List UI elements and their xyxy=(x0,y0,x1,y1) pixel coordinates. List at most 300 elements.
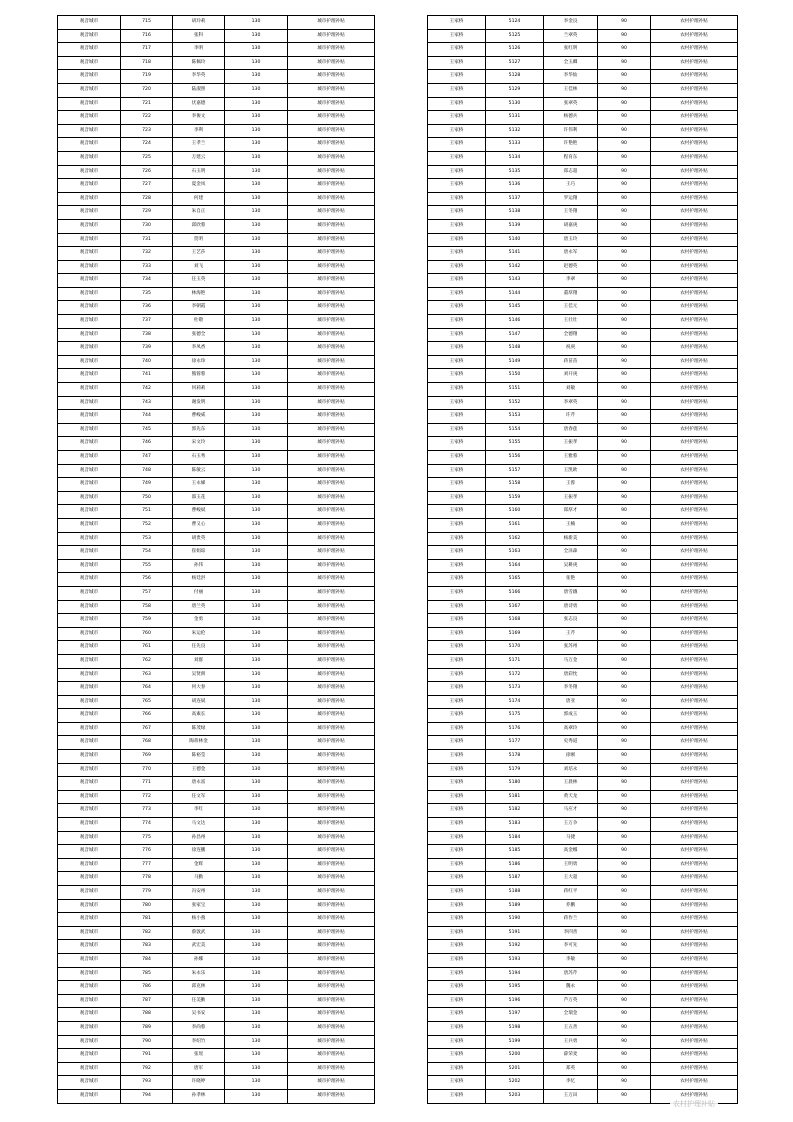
index-cell: 5202 xyxy=(486,1076,544,1090)
index-cell: 5166 xyxy=(486,586,544,600)
name-cell: 王雅蓉 xyxy=(544,451,598,465)
district-cell: 王家桥 xyxy=(428,328,486,342)
amount-cell: 90 xyxy=(598,559,651,573)
district-cell: 观音城市 xyxy=(58,301,121,315)
subsidy-type-cell: 城市护理补贴 xyxy=(288,464,375,478)
name-cell: 林海艳 xyxy=(173,287,225,301)
name-cell: 张德全 xyxy=(173,328,225,342)
district-cell: 王家桥 xyxy=(428,43,486,57)
index-cell: 5124 xyxy=(486,16,544,30)
amount-cell: 130 xyxy=(225,505,288,519)
index-cell: 782 xyxy=(121,926,173,940)
subsidy-type-cell: 城市护理补贴 xyxy=(288,586,375,600)
amount-cell: 90 xyxy=(598,600,651,614)
name-cell: 杨新美 xyxy=(544,532,598,546)
index-cell: 715 xyxy=(121,16,173,30)
amount-cell: 90 xyxy=(598,872,651,886)
amount-cell: 90 xyxy=(598,668,651,682)
subsidy-type-cell: 农村护理补贴 xyxy=(651,1008,738,1022)
district-cell: 王家桥 xyxy=(428,247,486,261)
table-row xyxy=(428,151,738,165)
name-cell: 陈裕莹 xyxy=(173,750,225,764)
index-cell: 743 xyxy=(121,396,173,410)
index-cell: 5130 xyxy=(486,97,544,111)
district-cell: 观音城市 xyxy=(58,151,121,165)
district-cell: 王家桥 xyxy=(428,505,486,519)
subsidy-type-cell: 农村护理补贴 xyxy=(651,16,738,30)
amount-cell: 130 xyxy=(225,586,288,600)
subsidy-type-cell: 农村护理补贴 xyxy=(651,369,738,383)
index-cell: 5163 xyxy=(486,546,544,560)
amount-cell: 90 xyxy=(598,722,651,736)
name-cell: 陈茂绿 xyxy=(173,722,225,736)
subsidy-type-cell: 农村护理补贴 xyxy=(651,287,738,301)
index-cell: 5141 xyxy=(486,247,544,261)
amount-cell: 90 xyxy=(598,83,651,97)
table-row xyxy=(58,315,375,329)
index-cell: 761 xyxy=(121,641,173,655)
index-cell: 786 xyxy=(121,981,173,995)
index-cell: 722 xyxy=(121,111,173,125)
amount-cell: 130 xyxy=(225,1062,288,1076)
amount-cell: 90 xyxy=(598,940,651,954)
district-cell: 观音城市 xyxy=(58,926,121,940)
district-cell: 王家桥 xyxy=(428,872,486,886)
name-cell: 邵玉花 xyxy=(173,491,225,505)
table-row xyxy=(428,546,738,560)
table-row xyxy=(428,328,738,342)
name-cell: 孙娜 xyxy=(173,953,225,967)
table-row xyxy=(428,668,738,682)
subsidy-type-cell: 农村护理补贴 xyxy=(651,926,738,940)
name-cell: 魏永 xyxy=(544,981,598,995)
index-cell: 5142 xyxy=(486,260,544,274)
table-row xyxy=(428,777,738,791)
name-cell: 李华英 xyxy=(173,70,225,84)
index-cell: 747 xyxy=(121,451,173,465)
name-cell: 石玉秀 xyxy=(173,451,225,465)
amount-cell: 130 xyxy=(225,97,288,111)
name-cell: 胡连斌 xyxy=(173,695,225,709)
district-cell: 王家桥 xyxy=(428,858,486,872)
table-row xyxy=(428,926,738,940)
amount-cell: 130 xyxy=(225,940,288,954)
subsidy-type-cell: 农村护理补贴 xyxy=(651,736,738,750)
name-cell: 贺明 xyxy=(173,233,225,247)
index-cell: 5183 xyxy=(486,818,544,832)
name-cell: 李华仙 xyxy=(544,70,598,84)
table-row xyxy=(428,804,738,818)
index-cell: 740 xyxy=(121,355,173,369)
amount-cell: 130 xyxy=(225,627,288,641)
table-row xyxy=(58,899,375,913)
subsidy-type-cell: 农村护理补贴 xyxy=(651,56,738,70)
table-row xyxy=(58,518,375,532)
subsidy-type-cell: 农村护理补贴 xyxy=(651,682,738,696)
table-row xyxy=(428,355,738,369)
table-row xyxy=(428,886,738,900)
table-row xyxy=(428,1021,738,1035)
name-cell: 崔娟琼 xyxy=(173,546,225,560)
subsidy-type-cell: 城市护理补贴 xyxy=(288,179,375,193)
index-cell: 757 xyxy=(121,586,173,600)
name-cell: 李四善 xyxy=(544,926,598,940)
name-cell: 李绍竹 xyxy=(173,1035,225,1049)
table-row xyxy=(428,845,738,859)
name-cell: 唐永富 xyxy=(173,777,225,791)
amount-cell: 90 xyxy=(598,953,651,967)
subsidy-type-cell: 城市护理补贴 xyxy=(288,1008,375,1022)
subsidy-type-cell: 城市护理补贴 xyxy=(288,981,375,995)
amount-cell: 130 xyxy=(225,573,288,587)
subsidy-type-cell: 城市护理补贴 xyxy=(288,953,375,967)
amount-cell: 90 xyxy=(598,1008,651,1022)
district-cell: 观音城市 xyxy=(58,1089,121,1103)
subsidy-type-cell: 农村护理补贴 xyxy=(651,410,738,424)
district-cell: 观音城市 xyxy=(58,192,121,206)
index-cell: 5151 xyxy=(486,383,544,397)
subsidy-type-cell: 城市护理补贴 xyxy=(288,790,375,804)
index-cell: 737 xyxy=(121,315,173,329)
index-cell: 744 xyxy=(121,410,173,424)
amount-cell: 130 xyxy=(225,682,288,696)
district-cell: 观音城市 xyxy=(58,247,121,261)
name-cell: 王壮壮 xyxy=(544,315,598,329)
subsidy-type-cell: 农村护理补贴 xyxy=(651,233,738,247)
table-row xyxy=(58,505,375,519)
index-cell: 5192 xyxy=(486,940,544,954)
amount-cell: 130 xyxy=(225,369,288,383)
name-cell: 马勤 xyxy=(173,872,225,886)
subsidy-type-cell: 城市护理补贴 xyxy=(288,16,375,30)
subsidy-type-cell: 城市护理补贴 xyxy=(288,206,375,220)
amount-cell: 90 xyxy=(598,423,651,437)
name-cell: 王佳元 xyxy=(544,301,598,315)
district-cell: 观音城市 xyxy=(58,736,121,750)
amount-cell: 90 xyxy=(598,532,651,546)
subsidy-type-cell: 城市护理补贴 xyxy=(288,260,375,274)
table-row xyxy=(58,29,375,43)
name-cell: 郭成玉 xyxy=(544,709,598,723)
index-cell: 5160 xyxy=(486,505,544,519)
index-cell: 5174 xyxy=(486,695,544,709)
subsidy-type-cell: 城市护理补贴 xyxy=(288,1062,375,1076)
amount-cell: 130 xyxy=(225,315,288,329)
name-cell: 付丽 xyxy=(173,586,225,600)
table-row xyxy=(58,1089,375,1103)
index-cell: 727 xyxy=(121,179,173,193)
amount-cell: 90 xyxy=(598,845,651,859)
name-cell: 唐玉玲 xyxy=(544,233,598,247)
amount-cell: 130 xyxy=(225,790,288,804)
table-row xyxy=(428,219,738,233)
index-cell: 5147 xyxy=(486,328,544,342)
table-row xyxy=(428,899,738,913)
district-cell: 观音城市 xyxy=(58,111,121,125)
subsidy-type-cell: 农村护理补贴 xyxy=(651,886,738,900)
district-cell: 王家桥 xyxy=(428,491,486,505)
amount-cell: 90 xyxy=(598,437,651,451)
district-cell: 观音城市 xyxy=(58,410,121,424)
table-row xyxy=(58,886,375,900)
index-cell: 5196 xyxy=(486,994,544,1008)
index-cell: 760 xyxy=(121,627,173,641)
name-cell: 郑志超 xyxy=(544,165,598,179)
subsidy-type-cell: 城市护理补贴 xyxy=(288,97,375,111)
table-row xyxy=(428,722,738,736)
amount-cell: 130 xyxy=(225,872,288,886)
subsidy-type-cell: 农村护理补贴 xyxy=(651,1062,738,1076)
amount-cell: 130 xyxy=(225,423,288,437)
table-row xyxy=(58,206,375,220)
amount-cell: 90 xyxy=(598,546,651,560)
subsidy-type-cell: 农村护理补贴 xyxy=(651,967,738,981)
amount-cell: 130 xyxy=(225,478,288,492)
amount-cell: 90 xyxy=(598,274,651,288)
amount-cell: 90 xyxy=(598,219,651,233)
table-row xyxy=(428,682,738,696)
table-row xyxy=(58,546,375,560)
index-cell: 5173 xyxy=(486,682,544,696)
name-cell: 邱欣蓉 xyxy=(173,219,225,233)
district-cell: 王家桥 xyxy=(428,831,486,845)
index-cell: 5197 xyxy=(486,1008,544,1022)
table-row xyxy=(58,967,375,981)
index-cell: 5145 xyxy=(486,301,544,315)
table-row xyxy=(428,451,738,465)
subsidy-type-cell: 城市护理补贴 xyxy=(288,750,375,764)
index-cell: 5177 xyxy=(486,736,544,750)
subsidy-type-cell: 农村护理补贴 xyxy=(651,913,738,927)
index-cell: 5194 xyxy=(486,967,544,981)
index-cell: 730 xyxy=(121,219,173,233)
subsidy-type-cell: 农村护理补贴 xyxy=(651,43,738,57)
name-cell: 杨廷洪 xyxy=(173,573,225,587)
index-cell: 5164 xyxy=(486,559,544,573)
amount-cell: 90 xyxy=(598,654,651,668)
subsidy-type-cell: 城市护理补贴 xyxy=(288,328,375,342)
index-cell: 725 xyxy=(121,151,173,165)
name-cell: 张瑶 xyxy=(173,1049,225,1063)
index-cell: 5180 xyxy=(486,777,544,791)
district-cell: 王家桥 xyxy=(428,695,486,709)
district-cell: 王家桥 xyxy=(428,994,486,1008)
name-cell: 李翠英 xyxy=(544,396,598,410)
name-cell: 许芹 xyxy=(544,410,598,424)
district-cell: 王家桥 xyxy=(428,790,486,804)
name-cell: 张红明 xyxy=(544,43,598,57)
index-cell: 5139 xyxy=(486,219,544,233)
district-cell: 王家桥 xyxy=(428,410,486,424)
amount-cell: 130 xyxy=(225,491,288,505)
name-cell: 唐军 xyxy=(173,1062,225,1076)
amount-cell: 130 xyxy=(225,451,288,465)
name-cell: 孙昌州 xyxy=(173,831,225,845)
index-cell: 5181 xyxy=(486,790,544,804)
district-cell: 王家桥 xyxy=(428,614,486,628)
subsidy-type-cell: 农村护理补贴 xyxy=(651,614,738,628)
subsidy-type-cell: 城市护理补贴 xyxy=(288,287,375,301)
name-cell: 徐刚 xyxy=(544,750,598,764)
subsidy-type-cell: 农村护理补贴 xyxy=(651,627,738,641)
district-cell: 王家桥 xyxy=(428,396,486,410)
district-cell: 王家桥 xyxy=(428,926,486,940)
district-cell: 王家桥 xyxy=(428,56,486,70)
table-row xyxy=(428,872,738,886)
district-cell: 观音城市 xyxy=(58,179,121,193)
name-cell: 王蓉 xyxy=(544,478,598,492)
table-row xyxy=(58,369,375,383)
district-cell: 王家桥 xyxy=(428,138,486,152)
district-cell: 观音城市 xyxy=(58,559,121,573)
table-row xyxy=(428,736,738,750)
district-cell: 观音城市 xyxy=(58,16,121,30)
district-cell: 王家桥 xyxy=(428,151,486,165)
name-cell: 李忆 xyxy=(544,1076,598,1090)
table-row xyxy=(58,614,375,628)
amount-cell: 130 xyxy=(225,967,288,981)
amount-cell: 130 xyxy=(225,56,288,70)
table-row xyxy=(428,750,738,764)
amount-cell: 130 xyxy=(225,981,288,995)
subsidy-type-cell: 农村护理补贴 xyxy=(651,97,738,111)
subsidy-type-cell: 城市护理补贴 xyxy=(288,247,375,261)
district-cell: 观音城市 xyxy=(58,233,121,247)
amount-cell: 90 xyxy=(598,410,651,424)
subsidy-type-cell: 城市护理补贴 xyxy=(288,151,375,165)
name-cell: 胡贵英 xyxy=(173,532,225,546)
index-cell: 787 xyxy=(121,994,173,1008)
index-cell: 5144 xyxy=(486,287,544,301)
subsidy-type-cell: 城市护理补贴 xyxy=(288,301,375,315)
subsidy-type-cell: 城市护理补贴 xyxy=(288,600,375,614)
table-row xyxy=(428,1008,738,1022)
name-cell: 张翠英 xyxy=(544,97,598,111)
amount-cell: 130 xyxy=(225,29,288,43)
name-cell: 王佳林 xyxy=(544,83,598,97)
table-row xyxy=(58,777,375,791)
amount-cell: 90 xyxy=(598,981,651,995)
district-cell: 观音城市 xyxy=(58,124,121,138)
name-cell: 王五善 xyxy=(544,1021,598,1035)
district-cell: 王家桥 xyxy=(428,586,486,600)
district-cell: 王家桥 xyxy=(428,478,486,492)
subsidy-type-cell: 农村护理补贴 xyxy=(651,315,738,329)
amount-cell: 130 xyxy=(225,192,288,206)
index-cell: 794 xyxy=(121,1089,173,1103)
subsidy-type-cell: 城市护理补贴 xyxy=(288,219,375,233)
district-cell: 王家桥 xyxy=(428,70,486,84)
name-cell: 王万争 xyxy=(544,818,598,832)
district-cell: 观音城市 xyxy=(58,872,121,886)
table-row xyxy=(58,43,375,57)
name-cell: 杜敬 xyxy=(173,315,225,329)
index-cell: 5169 xyxy=(486,627,544,641)
district-cell: 观音城市 xyxy=(58,899,121,913)
name-cell: 李冬翔 xyxy=(544,682,598,696)
index-cell: 759 xyxy=(121,614,173,628)
district-cell: 观音城市 xyxy=(58,913,121,927)
subsidy-type-cell: 农村护理补贴 xyxy=(651,192,738,206)
amount-cell: 130 xyxy=(225,260,288,274)
index-cell: 735 xyxy=(121,287,173,301)
index-cell: 5188 xyxy=(486,886,544,900)
subsidy-type-cell: 农村护理补贴 xyxy=(651,124,738,138)
subsidy-type-cell: 城市护理补贴 xyxy=(288,1076,375,1090)
amount-cell: 130 xyxy=(225,641,288,655)
subsidy-type-cell: 城市护理补贴 xyxy=(288,355,375,369)
district-cell: 观音城市 xyxy=(58,505,121,519)
table-row xyxy=(58,654,375,668)
name-cell: 蒋作兰 xyxy=(544,913,598,927)
district-cell: 观音城市 xyxy=(58,586,121,600)
district-cell: 王家桥 xyxy=(428,1021,486,1035)
index-cell: 752 xyxy=(121,518,173,532)
name-cell: 马文达 xyxy=(173,818,225,832)
subsidy-type-cell: 城市护理补贴 xyxy=(288,709,375,723)
name-cell: 武宏美 xyxy=(173,940,225,954)
amount-cell: 130 xyxy=(225,709,288,723)
amount-cell: 90 xyxy=(598,695,651,709)
subsidy-type-cell: 城市护理补贴 xyxy=(288,451,375,465)
table-row xyxy=(428,56,738,70)
district-cell: 王家桥 xyxy=(428,709,486,723)
name-cell: 祝庚 xyxy=(544,342,598,356)
name-cell: 唐永军 xyxy=(544,247,598,261)
amount-cell: 90 xyxy=(598,858,651,872)
district-cell: 观音城市 xyxy=(58,423,121,437)
name-cell: 伏嘉德 xyxy=(173,97,225,111)
index-cell: 728 xyxy=(121,192,173,206)
index-cell: 773 xyxy=(121,804,173,818)
amount-cell: 130 xyxy=(225,614,288,628)
amount-cell: 130 xyxy=(225,886,288,900)
subsidy-type-cell: 城市护理补贴 xyxy=(288,627,375,641)
district-cell: 观音城市 xyxy=(58,831,121,845)
amount-cell: 130 xyxy=(225,546,288,560)
index-cell: 751 xyxy=(121,505,173,519)
table-row xyxy=(428,586,738,600)
index-cell: 746 xyxy=(121,437,173,451)
district-cell: 观音城市 xyxy=(58,790,121,804)
table-row xyxy=(58,464,375,478)
name-cell: 李翠 xyxy=(544,274,598,288)
index-cell: 753 xyxy=(121,532,173,546)
index-cell: 5126 xyxy=(486,43,544,57)
table-row xyxy=(58,1076,375,1090)
subsidy-type-cell: 农村护理补贴 xyxy=(651,953,738,967)
index-cell: 5167 xyxy=(486,600,544,614)
amount-cell: 130 xyxy=(225,179,288,193)
district-cell: 观音城市 xyxy=(58,709,121,723)
name-cell: 陈佩玲 xyxy=(173,56,225,70)
subsidy-type-cell: 城市护理补贴 xyxy=(288,573,375,587)
table-row xyxy=(58,845,375,859)
name-cell: 陶蒋林金 xyxy=(173,736,225,750)
subsidy-type-cell: 农村护理补贴 xyxy=(651,260,738,274)
amount-cell: 130 xyxy=(225,1076,288,1090)
district-cell: 观音城市 xyxy=(58,83,121,97)
index-cell: 765 xyxy=(121,695,173,709)
amount-cell: 130 xyxy=(225,124,288,138)
index-cell: 733 xyxy=(121,260,173,274)
name-cell: 邱克林 xyxy=(173,981,225,995)
index-cell: 734 xyxy=(121,274,173,288)
district-cell: 观音城市 xyxy=(58,437,121,451)
district-cell: 观音城市 xyxy=(58,845,121,859)
amount-cell: 130 xyxy=(225,654,288,668)
subsidy-type-cell: 农村护理补贴 xyxy=(651,437,738,451)
